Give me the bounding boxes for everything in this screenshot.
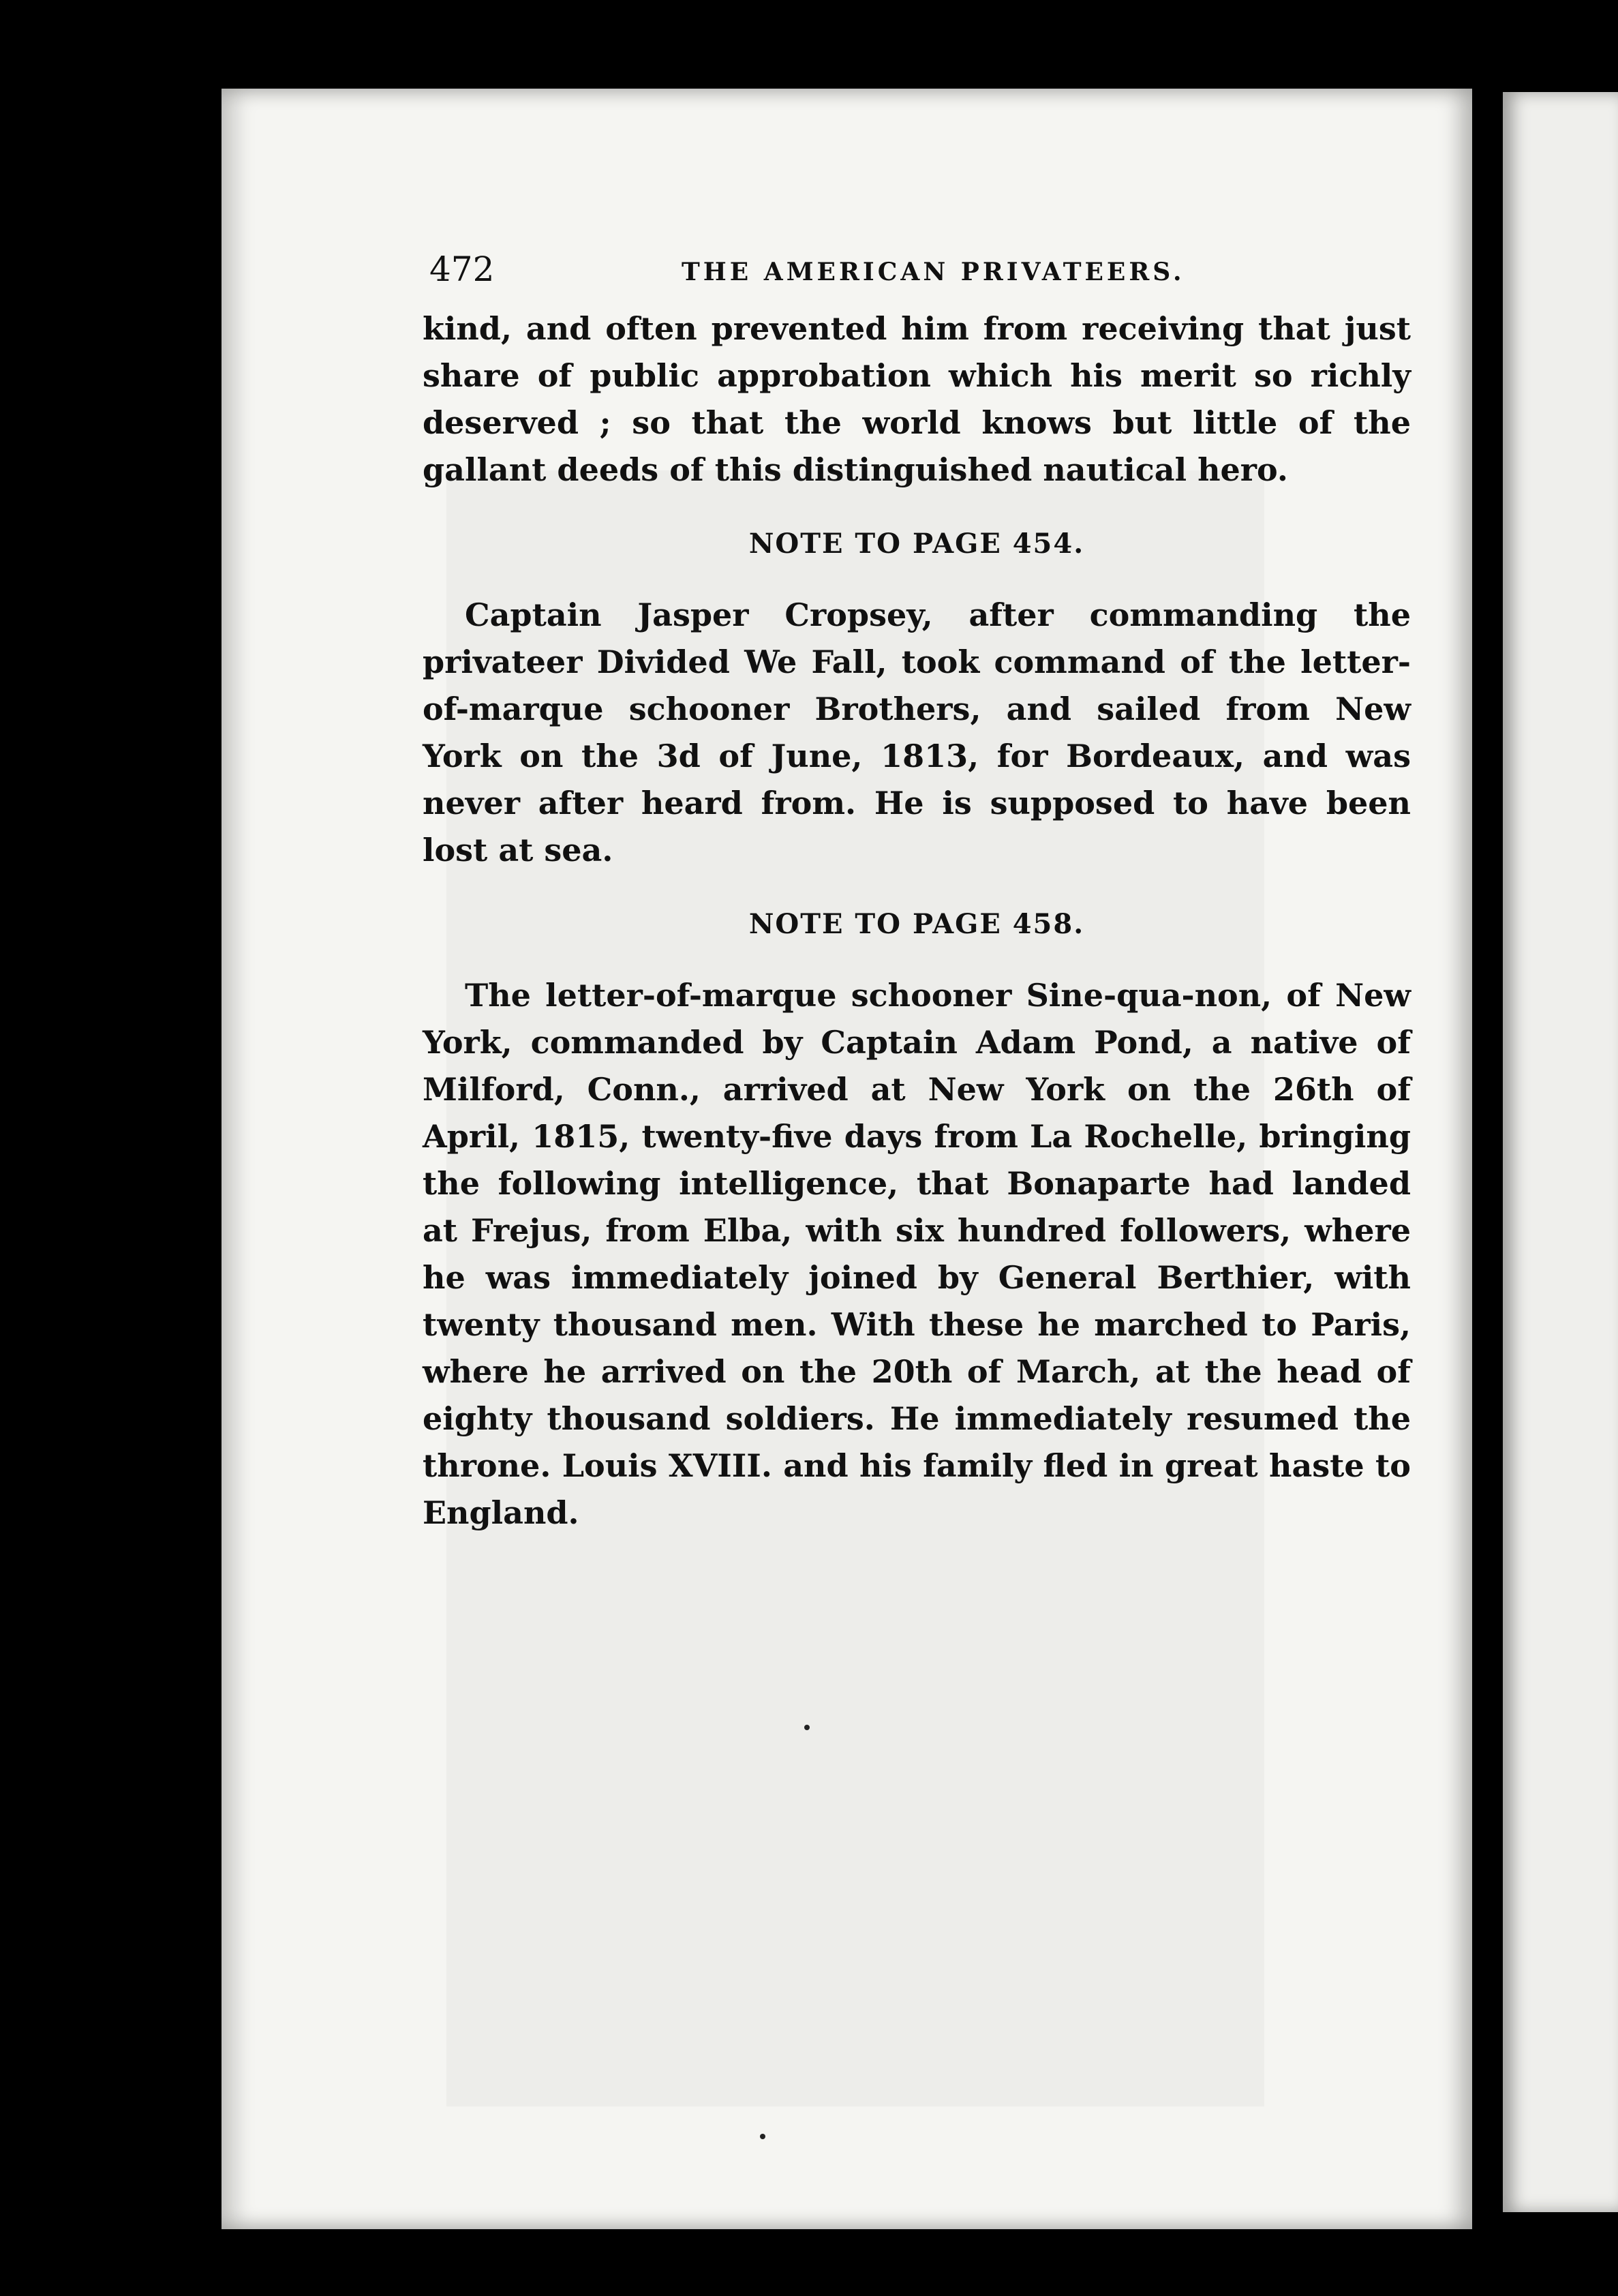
opening-paragraph: kind, and often prevented him from receiving that just share of public approbation which his merit so richly deserved ; so that the world knows but little of the gallant deeds of this distinguished nautical hero. — [423, 310, 1411, 488]
page-number: 472 — [429, 250, 495, 289]
facing-page-edge — [1503, 92, 1618, 2212]
running-title: THE AMERICAN PRIVATEERS. — [682, 258, 1185, 286]
ink-speck — [804, 1725, 810, 1730]
note-text-page-458: The letter-of-marque schooner Sine-qua-non, of New York, commanded by Captain Adam Pond, a native of Milford, Conn., arrived at New York on the 26th of April, 1815, twenty-five days from La Rochelle, bringing the following intelligence, that Bonaparte had landed at Frejus, from Elba, with six hundred followers, where he was immediately joined by General Berthier, with twenty thousand men. With these he marched to Paris, where he arrived on the 20th of March, at the head of eighty thousand soldiers. He immediately resumed the throne. Louis XVIII. and his family fled in great haste to England. — [423, 977, 1411, 1531]
book-gutter — [1472, 82, 1503, 2236]
running-head — [423, 245, 1411, 293]
note-text-page-454: Captain Jasper Cropsey, after commanding the privateer Divided We Fall, took command of the letter-of-marque schooner Brothers, and sailed from New York on the 3d of June, 1813, for Bordeaux, and was never after heard from. He is supposed to have been lost at sea. — [423, 596, 1411, 868]
page-content — [423, 245, 1411, 1537]
note-heading-page-454: NOTE TO PAGE 454. — [748, 528, 1085, 560]
note-heading-page-458: NOTE TO PAGE 458. — [748, 908, 1085, 940]
ink-speck — [760, 2134, 765, 2139]
